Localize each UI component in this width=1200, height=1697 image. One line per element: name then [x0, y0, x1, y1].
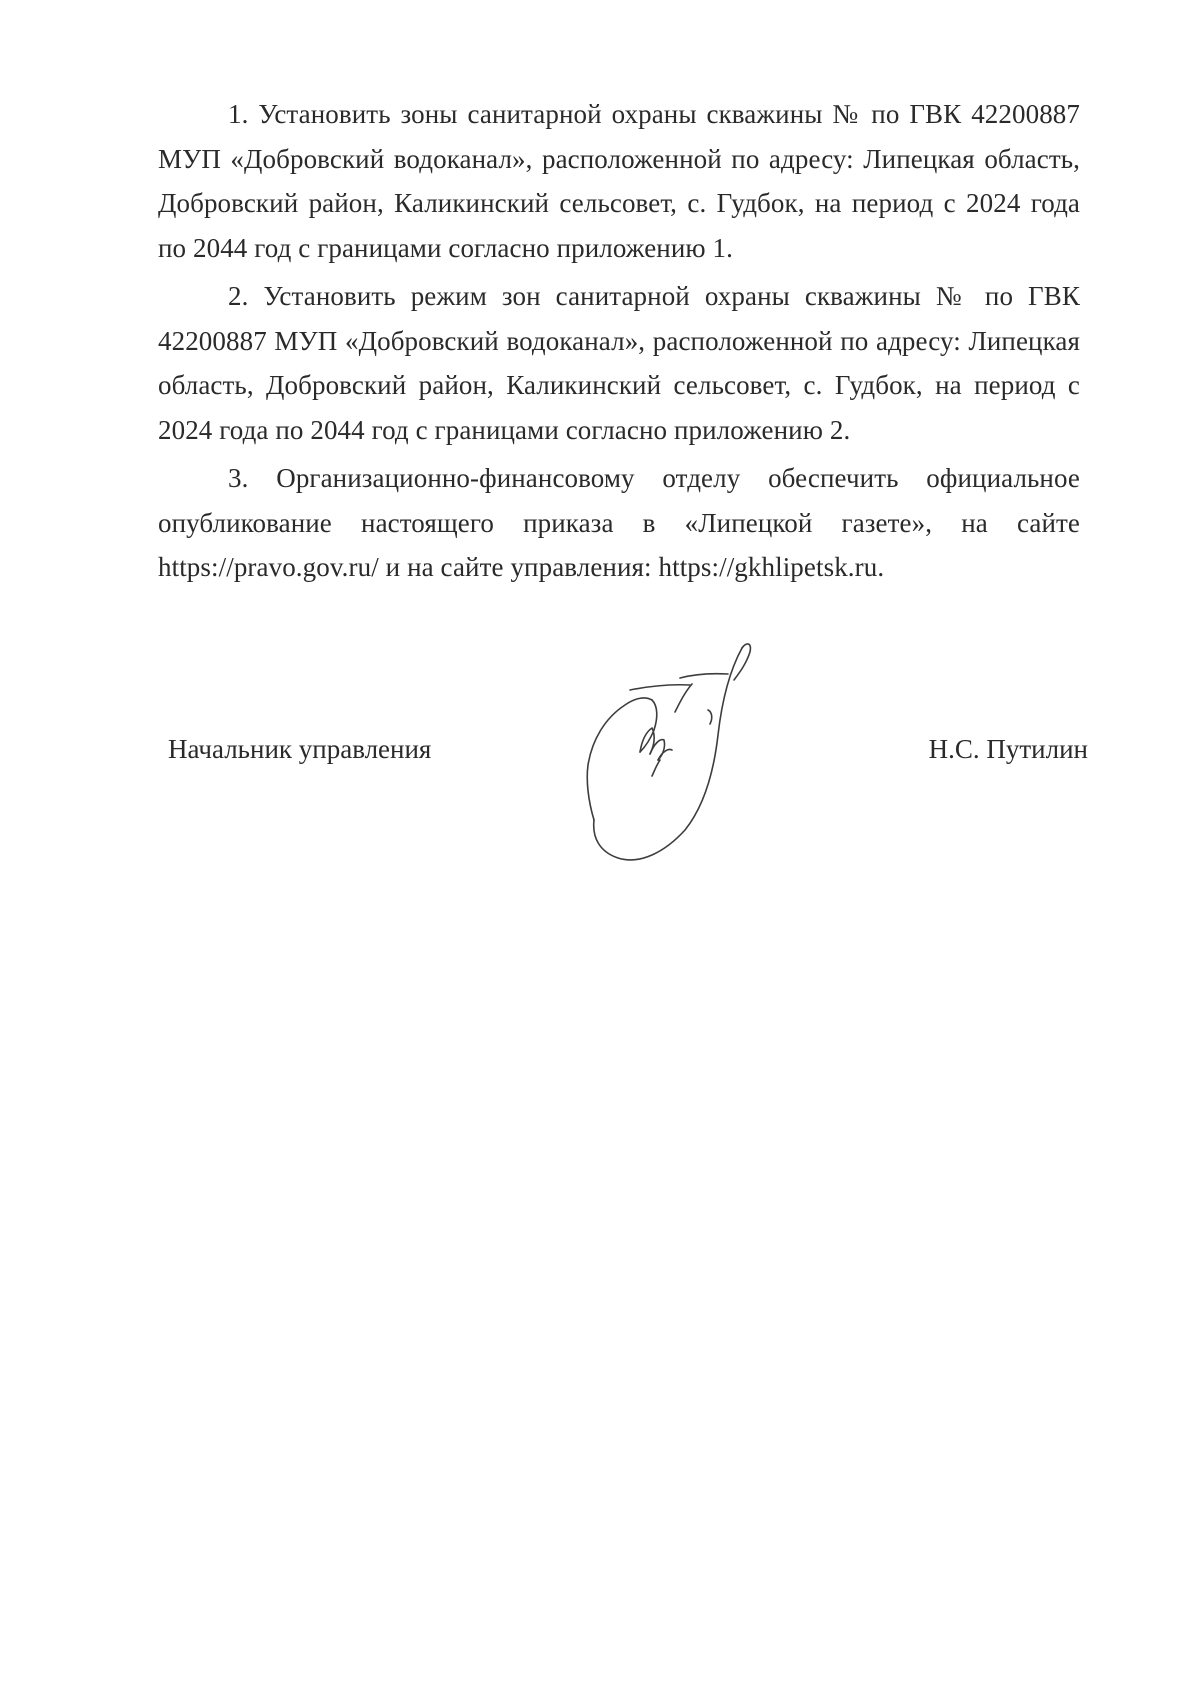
- handwritten-signature: [570, 640, 810, 890]
- paragraph-1: 1. Установить зоны санитарной охраны скважины № по ГВК 42200887 МУП «Добровский водоканал», расположенной по адресу: Липецкая область, Добровский район, Каликинский сельсовет, с. Гудбок, на период с 2024 года по 2044 год с границами согласно приложению 1.: [158, 99, 1080, 263]
- paragraph-3: 3. Организационно-финансовому отделу обеспечить официальное опубликование настоящего приказа в «Липецкой газете», на сайте https://pravo.gov.ru/ и на сайте управления: https://gkhlipetsk.ru.: [158, 463, 1080, 582]
- paragraph-2: 2. Установить режим зон санитарной охраны скважины № по ГВК 42200887 МУП «Добровский водоканал», расположенной по адресу: Липецкая область, Добровский район, Каликинский сельсовет, с. Гудбок, на период с 2024 года по 2044 год с границами согласно приложению 2.: [158, 281, 1080, 445]
- signer-name: Н.С. Путилин: [928, 734, 1088, 764]
- signer-position: Начальник управления: [168, 734, 432, 764]
